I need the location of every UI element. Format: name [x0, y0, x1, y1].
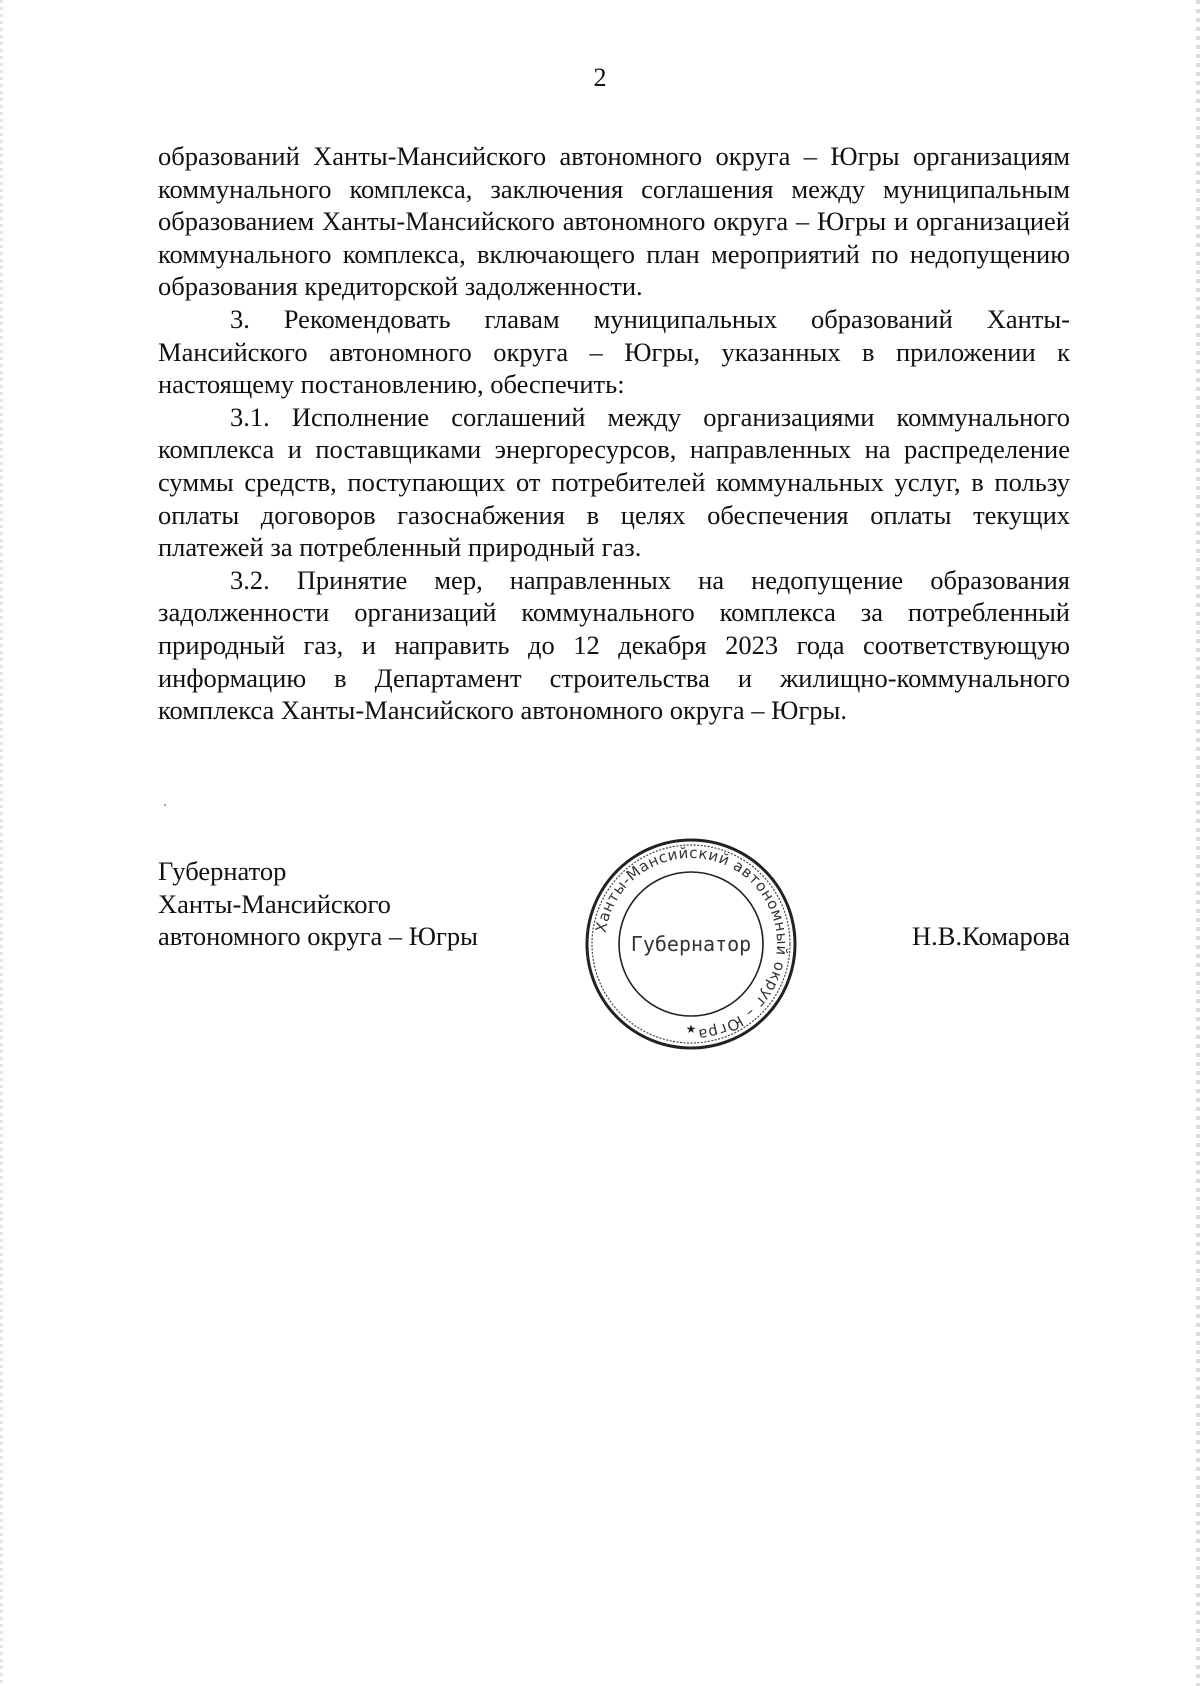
scan-edge-right — [1196, 0, 1200, 1686]
official-seal — [580, 833, 802, 1055]
scan-edge-left — [0, 0, 3, 1686]
signature-block — [158, 843, 1070, 1075]
signatory-title-line-2: Ханты-Мансийского — [158, 888, 391, 919]
paragraph-item-3: 3. Рекомендовать главам муниципальных образований Ханты-Мансийского автономного округа – Югры, указанных в приложении к настоящему постановлению, обеспечить: — [158, 303, 1070, 400]
paragraph-continuation: образований Ханты-Мансийского автономного округа – Югры организациям коммунального комплекса, заключения соглашения между муниципальным образованием Ханты-Мансийского автономного округа – Югры и организацией коммунального комплекса, включающего план мероприятий по недопущению образования кредиторской задолженности. — [158, 141, 1070, 302]
seal-star-icon: ★ — [685, 1022, 697, 1036]
scan-speck — [164, 804, 166, 806]
signatory-title-line-1: Губернатор — [158, 856, 287, 886]
paragraph-item-3-2: 3.2. Принятие мер, направленных на недопущение образования задолженности организаций коммунального комплекса за потребленный природный газ, и направить до 12 декабря 2023 года соответствующую информацию в Департамент строительства и жилищно-коммунального комплекса Ханты-Мансийского автономного округа – Югры. — [158, 564, 1070, 726]
page-number: 2 — [593, 63, 607, 92]
seal-center-text: Губернатор — [630, 932, 752, 956]
signatory-title-line-3: автономного округа – Югры — [158, 921, 478, 952]
seal-ring-text: Ханты-Мансийский автономный округ – Югра — [591, 843, 792, 1044]
signatory-name: Н.В.Комарова — [912, 921, 1070, 951]
signatory-title — [158, 855, 478, 953]
paragraph-item-3-1: 3.1. Исполнение соглашений между организациями коммунального комплекса и поставщиками энергоресурсов, направленных на распределение суммы средств, поступающих от потребителей коммунальных услуг, в пользу оплаты договоров газоснабжения в целях обеспечения оплаты текущих платежей за потребленный природный газ. — [158, 401, 1070, 563]
document-body — [158, 140, 1070, 727]
